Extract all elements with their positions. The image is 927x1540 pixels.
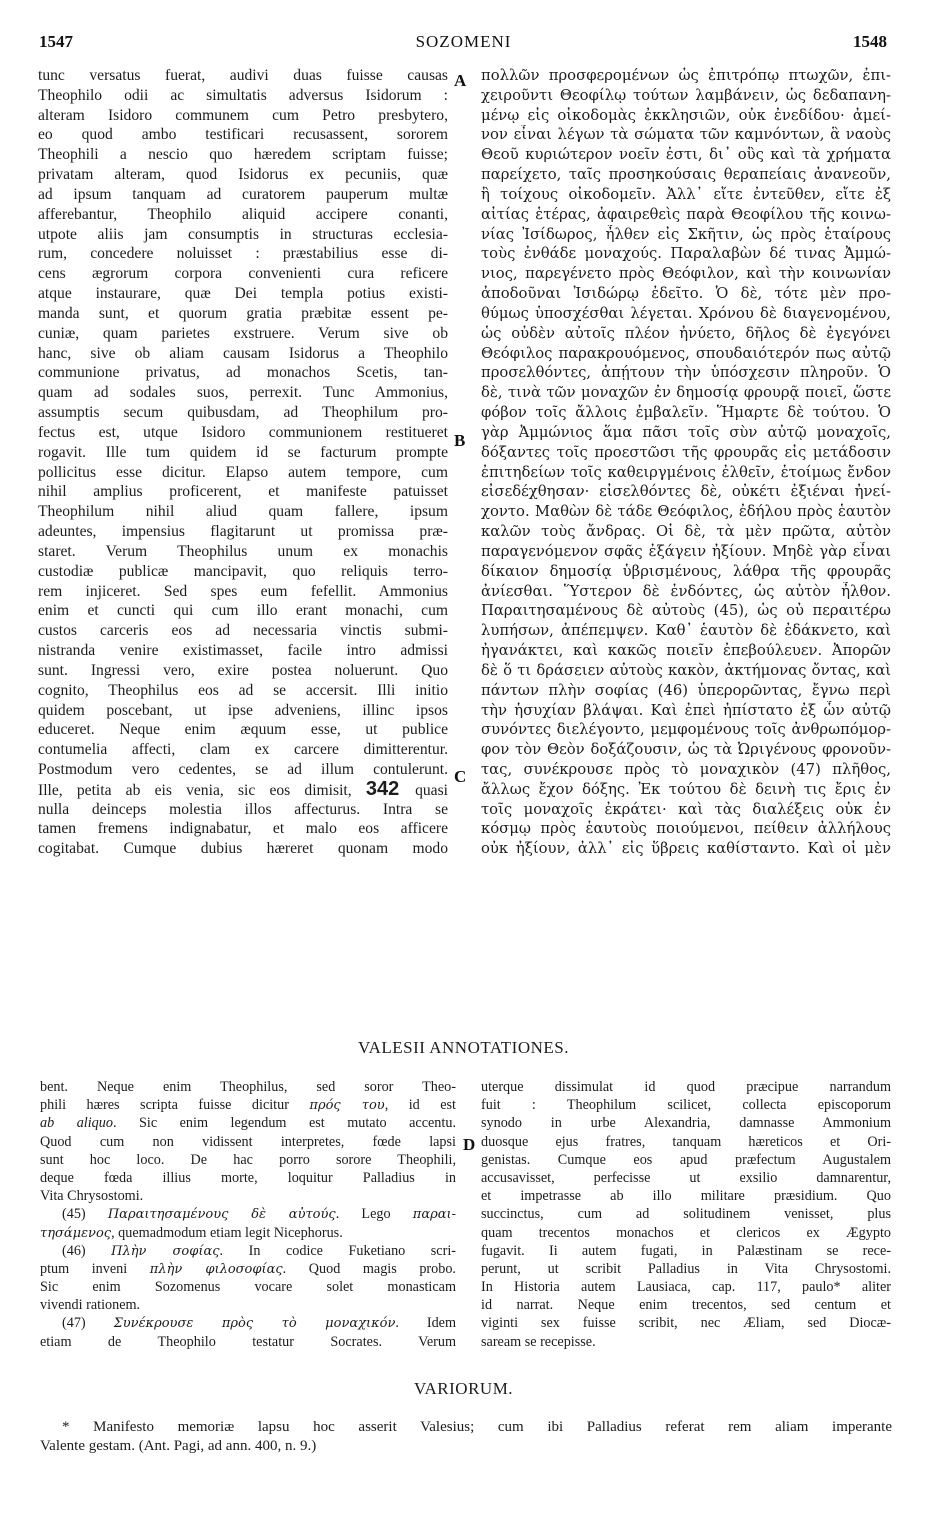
text-line: δόξαντες τοῖς προεστῶσι τῆς φρουρᾶς εἰς μετάδοσιν	[481, 443, 891, 461]
note-line	[40, 1096, 456, 1114]
text-line: νον εἶναι λέγων τὰ σώματα τῶν καμνόντων, ἃ ναοὺς	[481, 126, 891, 144]
note-fragment: phili hæres scripta fuisse dicitur	[40, 1097, 310, 1114]
text-line: ὡς οὐδὲν αὐτοῖς πλέον ἠνύετο, δῆλος δὲ ἐγεγόνει	[481, 324, 891, 342]
text-line: rogavit. Ille tum quidem id se facturum prompte	[38, 443, 448, 461]
text-line: γὰρ Ἀμμώνιος ἅμα πᾶσι τοῖς σὺν αὐτῷ μοναχοῖς,	[481, 423, 891, 441]
text-line: tunc versatus fuerat, audivi duas fuisse causas	[38, 67, 448, 84]
note-fragment: πλὴν φιλοσοφίας	[149, 1261, 283, 1277]
note-line	[40, 1114, 456, 1132]
text-line: φον τὸν Θεὸν δοξάζουσιν, ὡς τὰ Ὠριγένους φρονοῦν-	[481, 741, 891, 759]
text-line: παραγενόμενον σφᾶς ἐξάγειν ἠξίουν. Μηδὲ γὰρ εἶναι	[481, 542, 891, 560]
note-line	[40, 1260, 456, 1278]
text-line: nihil amplius proficerent, et manifeste patuisset	[38, 483, 448, 501]
greek-text-column	[481, 66, 891, 859]
text-line: συνόντες διελέγοντο, μεμφομένους τοῖς ἀνθρωπόμορ-	[481, 721, 891, 739]
text-line: προσελθόντες, ἀπῄτουν τὴν ὑπόσχεσιν πληροῦν. Ὁ	[481, 364, 891, 382]
text-line: τοὺς ἐνθάδε μοναχούς. Παραλαβὼν δέ τινας Ἀμμώ-	[481, 245, 891, 263]
text-line: πολλῶν προσφερομένων ὡς ἐπιτρόπῳ πτωχῶν, ἐπι-	[481, 67, 891, 84]
text-line: sunt. Ingressi vero, exire postea noluerunt. Quo	[38, 661, 448, 679]
note-fragment: Vita Chrysostomi.	[40, 1188, 144, 1205]
text-line: eo quod ambo testificari recusassent, sororem	[38, 126, 448, 144]
text-line: Παραιτησαμένους δὲ αὐτοὺς (45), ὡς οὐ περαιτέρω	[481, 602, 891, 620]
text-line: hanc, sive ob aliam causam Isidorus a Theophilo	[38, 344, 448, 362]
note-fragment: . Idem	[395, 1315, 456, 1332]
note-line	[40, 1133, 456, 1151]
text-line: custodiæ publicæ mancipavit, quo reliquis terro-	[38, 562, 448, 580]
variorum-line: Valente gestam. (Ant. Pagi, ad ann. 400, n. 9.)	[40, 1438, 317, 1454]
note-fragment: Quod cum non vidissent interpretes, fœde lapsi	[40, 1133, 456, 1150]
note-fragment: Πλὴν σοφίας	[111, 1243, 220, 1259]
text-line: Theophilo odii ac simultatis adversus Isidorum :	[38, 86, 448, 104]
section-marker-a: A	[454, 71, 467, 90]
note-line: viginti sex fuisse scribit, nec Æliam, sed Diocæ-	[481, 1315, 891, 1332]
text-line: Θεόφιλος παρακρουόμενος, σπουδαιότερόν πως αὐτῷ	[481, 344, 891, 362]
note-line	[40, 1242, 456, 1260]
text-line: nistranda venire existimasset, facile intro admissi	[38, 642, 448, 660]
note-fragment: παραι-	[412, 1207, 456, 1223]
text-line: adeuntes, impensius flagitarunt ut promissa præ-	[38, 523, 448, 541]
text-line: nulla deinceps molestia illos affecturus. Intra se	[38, 800, 448, 818]
column-number-left: 1547	[39, 32, 73, 51]
text-line	[38, 780, 448, 800]
note-fragment: , id est	[384, 1097, 456, 1114]
note-fragment: Συνέκρουσε πρὸς τὸ μοναχικόν	[113, 1316, 396, 1332]
text-line: τὴν ἡσυχίαν βλάψαι. Καὶ ἐπεὶ ἠπίστατο ἐξ ὧν αὐτῷ	[481, 701, 891, 719]
note-fragment: ptum inveni	[40, 1260, 150, 1277]
note-fragment: . Quod magis probo.	[282, 1260, 456, 1277]
text-line: ἀποδοῦναι Ἰσιδώρῳ ἐδεῖτο. Ὁ δὲ, τότε μὲν προ-	[481, 285, 891, 303]
text-line: Theophilum nihil aliud quam fallere, ipsum	[38, 503, 448, 521]
note-fragment: (45)	[62, 1206, 108, 1223]
note-line	[40, 1169, 456, 1187]
note-line: quam trecentos monachos et clericos ex Ægypto	[481, 1224, 891, 1241]
text-line: παρείχετο, ταῖς προσηκούσαις θεραπείαις ἀνανεοῦν,	[481, 166, 891, 184]
note-fragment: sunt hoc loco. De hac porro sorore Theophili,	[40, 1151, 456, 1168]
note-fragment: τησάμενος	[40, 1225, 112, 1241]
note-line: et impetrasse ab illo militare præsidium. Quo	[481, 1188, 891, 1205]
text-line: κόσμῳ πρὸς ἑαυτοὺς ποιούμενοι, πείθειν ἀλλήλους	[481, 820, 891, 838]
text-line: αἰτίας ἑτέρας, ἀφαιρεθεὶς παρὰ Θεοφίλου τῆς κοινω-	[481, 205, 891, 223]
text-line: educeret. Neque enim æquum esse, ut publice	[38, 721, 448, 739]
text-line: cognito, Theophilus eos ad se accersit. Illi initio	[38, 681, 448, 699]
note-fragment: , quemadmodum etiam legit Nicephorus.	[111, 1224, 343, 1241]
text-line: manda sunt, et quorum gratia præbitæ essent pe-	[38, 304, 448, 322]
note-line: fuit : Theophilum scilicet, collecta episcoporum	[481, 1097, 891, 1114]
text-line: tamen fremens indignabatur, et malo eos afficere	[38, 820, 448, 838]
text-line: cuniæ, quam parietes exstruere. Verum sive ob	[38, 324, 448, 342]
note-line: accusavisset, perfecisse ut exsilio damnarentur,	[481, 1169, 891, 1186]
note-line: perunt, ut scribit Palladius in Vita Chrysostomi.	[481, 1260, 891, 1277]
text-line: τοῖς μοναχοῖς ἐκράτει· καὶ τὰς διαλέξεις οὐκ ἐν	[481, 800, 891, 818]
running-title: SOZOMENI	[415, 32, 512, 51]
text-line: contumelia affecti, clam ex carcere dimitterentur.	[38, 741, 448, 759]
note-line: duosque ejus fratres, tanquam hæreticos et Ori-	[481, 1133, 891, 1150]
text-line: μένῳ εἰς οἰκοδομὰς ἐκκλησιῶν, οὐκ ἐνεδίδου· ἀμεί-	[481, 106, 891, 124]
text-line: ad ipsum tanquam ad curatorem pauperum multæ	[38, 185, 448, 203]
text-fragment: Ille, petita ab eis venia, sic eos dimisit,	[38, 781, 352, 799]
text-line: enim et cuncti qui cum illo erant monachi, cum	[38, 602, 448, 620]
text-fragment: quasi	[415, 781, 448, 799]
page-number: 342	[365, 779, 416, 800]
note-line: saream se recepisse.	[481, 1333, 596, 1350]
note-line	[40, 1333, 456, 1351]
note-fragment: (46)	[62, 1242, 112, 1259]
text-line: atque instaurare, quæ Dei templa potius existi-	[38, 285, 448, 303]
annotations-right-column	[481, 1078, 891, 1351]
text-line: δὲ ὅ τι δράσειεν αὐτοὺς κακὸν, ἀκτήμονας ὄντας, καὶ	[481, 661, 891, 679]
text-line: τας, συνέκρουσε πρὸς τὸ μοναχικὸν (47) πλῆθος,	[481, 760, 891, 778]
note-fragment: πρός του	[309, 1098, 385, 1114]
note-fragment: (47)	[62, 1315, 114, 1332]
text-line: Postmodum vero cedentes, se ad illum contulerunt.	[38, 760, 448, 778]
variorum-heading: VARIORUM.	[413, 1379, 514, 1398]
note-fragment: deque fœda illius morte, loquitur Palladius in	[40, 1169, 456, 1186]
annotations-left-column	[40, 1078, 456, 1351]
note-line	[40, 1224, 456, 1242]
variorum-line: * Manifesto memoriæ lapsu hoc asserit Valesius; cum ibi Palladius referat rem aliam imperante	[62, 1419, 892, 1435]
note-line: In Historia autem Lausiaca, cap. 117, paulo* aliter	[481, 1279, 891, 1296]
text-line: fectus est, utque Isidoro communionem restitueret	[38, 423, 448, 441]
variorum-note	[40, 1418, 892, 1456]
text-line: χοντο. Μαθὼν δὲ τάδε Θεόφιλος, ἐδήλου πρὸς ἑαυτὸν	[481, 503, 891, 521]
section-marker-b: B	[454, 431, 466, 450]
note-line: succinctus, cum ad solitudinem venisset, plus	[481, 1206, 891, 1223]
text-line: alteram Isidoro communem cum Petro presbytero,	[38, 106, 448, 124]
text-line: Θεοῦ κυριώτερον νοεῖν ἐστι, δι᾽ οὓς καὶ τὰ χρήματα	[481, 146, 891, 164]
latin-text-column	[38, 66, 448, 859]
text-line: καλῶν τοὺς ἄνδρας. Οἱ δὲ, τὰ μὲν πρῶτα, αὐτὸν	[481, 523, 891, 541]
text-line: pollicitus esse dicitur. Elapso autem tempore, cum	[38, 463, 448, 481]
note-line	[40, 1151, 456, 1169]
note-line: synodo in urbe Alexandria, damnasse Ammonium	[481, 1115, 891, 1132]
text-line: rem injiceret. Sed spes eum fefellit. Ammonius	[38, 582, 448, 600]
text-line: rum, concedere noluisset : præstabilius esse di-	[38, 245, 448, 263]
text-line: staret. Verum Theophilus unum ex monachis	[38, 542, 448, 560]
note-fragment: . Lego	[335, 1206, 413, 1223]
annotations-heading: VALESII ANNOTATIONES.	[358, 1038, 569, 1057]
note-fragment: bent. Neque enim Theophilus, sed soror Theo-	[40, 1079, 456, 1095]
text-line: assumptis secum quibusdam, ad Theophilum pro-	[38, 404, 448, 422]
text-line: θύμως ὑποσχέσθαι λέγεται. Χρόνου δὲ διαγενομένου,	[481, 304, 891, 322]
text-line: εἰσεδέχθησαν· εἰσελθόντες δὲ, οὐκέτι ἐξιέναι ἠνεί-	[481, 483, 891, 501]
note-line: id narrat. Neque enim trecentos, sed centum et	[481, 1297, 891, 1314]
column-number-right: 1548	[853, 32, 887, 51]
note-line	[40, 1205, 456, 1223]
text-line: πάντων πλὴν σοφίας (46) ὑπερορῶντας, ἔγνω περὶ	[481, 681, 891, 699]
note-line: fugavit. Ii autem fugati, in Palæstinam se rece-	[481, 1242, 891, 1259]
text-line: λυπήσων, ἀπέπεμψεν. Καθ᾽ ἑαυτὸν δὲ ἐδάκνετο, καὶ	[481, 622, 891, 640]
text-line: cogitabat. Cumque dubius hæreret quonam modo	[38, 840, 448, 858]
note-line	[40, 1296, 456, 1314]
text-line: ἐπιτηδείων τοῖς καθειργμένοις ἐλθεῖν, ἑτοίμως ἔνδον	[481, 463, 891, 481]
note-line: genistas. Cumque eos apud præfectum Augustalem	[481, 1151, 891, 1168]
section-marker-d: D	[463, 1135, 476, 1154]
text-line: cens ægrorum corpora convenienti cura reficere	[38, 265, 448, 283]
note-fragment: vivendi rationem.	[40, 1297, 141, 1314]
note-fragment: etiam de Theophilo testatur Socrates. Verum	[40, 1333, 456, 1350]
text-line: quidem poscebant, ut ipse adveniens, illinc ipsos	[38, 701, 448, 719]
text-line: utpote aliis jam consumptis in structuras ecclesia-	[38, 225, 448, 243]
text-line: ἄλλως ἔχον δόξης. Ἐκ τούτου δὲ δεινὴ τις ἔρις ἐν	[481, 780, 891, 798]
text-line: φόβον τοῖς ἄλλοις ἐμβαλεῖν. Ἥμαρτε δὲ τούτου. Ὁ	[481, 404, 891, 422]
note-fragment: Παραιτησαμένους δὲ αὐτούς	[107, 1207, 336, 1223]
text-line: custos carceris eos ad necessaria vinctis submi-	[38, 622, 448, 640]
text-line: communione privatus, ad monachos Scetis, tan-	[38, 364, 448, 382]
note-fragment: Sic enim Sozomenus vocare solet monasticam	[40, 1279, 456, 1296]
note-line	[40, 1078, 456, 1096]
text-line: νιος, παρεγένετο πρὸς Θεόφιλον, καὶ τὴν κοινωνίαν	[481, 265, 891, 283]
text-line: afferebantur, Theophilo aliquid accipere conanti,	[38, 205, 448, 223]
note-line	[40, 1278, 456, 1296]
text-line: δὲ, τινὰ τῶν μοναχῶν ἐν δημοσίᾳ φρουρᾷ ποιεῖ, ὥστε	[481, 384, 891, 402]
note-fragment: ab aliquo	[40, 1115, 113, 1132]
text-line: οὐκ ἠξίουν, ἀλλ᾽ εἰς ὕβρεις καθίσταντο. Καὶ οἱ μὲν	[481, 840, 891, 858]
note-line: uterque dissimulat id quod præcipue narrandum	[481, 1079, 891, 1095]
note-line	[40, 1314, 456, 1332]
text-line: ἀνίεσθαι. Ὕστερον δὲ ἐνδόντες, ὡς αὐτὸν ἦλθον.	[481, 582, 891, 600]
note-fragment: . In codice Fuketiano scri-	[219, 1242, 456, 1259]
text-line: ἠγανάκτει, καὶ κακῶς ποιεῖν ἐπεβούλευεν. Ἀπορῶν	[481, 642, 891, 660]
text-line: νίας Ἰσίδωρος, ἦλθεν εἰς Σκῆτιν, ὡς πρὸς ἑταίρους	[481, 225, 891, 243]
note-line	[40, 1187, 456, 1205]
section-marker-c: C	[454, 767, 467, 786]
text-line: quam ad sodales suos, perrexit. Tunc Ammonius,	[38, 384, 448, 402]
text-line: Theophili a nescio quo hæredem scriptam fuisse;	[38, 146, 448, 164]
text-line: ἢ τοίχους οἰκοδομεῖν. Ἀλλ᾽ εἴτε ἐντεῦθεν, εἴτε ἐξ	[481, 185, 891, 203]
text-line: privatam alteram, quod Isidorus ex pecuniis, quæ	[38, 166, 448, 184]
text-line: χειροῦντι Θεοφίλῳ τούτων λαμβάνειν, ὡς δεδαπανη-	[481, 86, 891, 104]
text-line: δίκαιον δημοσίᾳ ὑβρισμένους, λάθρα τῆς φρουρᾶς	[481, 562, 891, 580]
note-fragment: . Sic enim legendum est mutato accentu.	[112, 1115, 456, 1132]
